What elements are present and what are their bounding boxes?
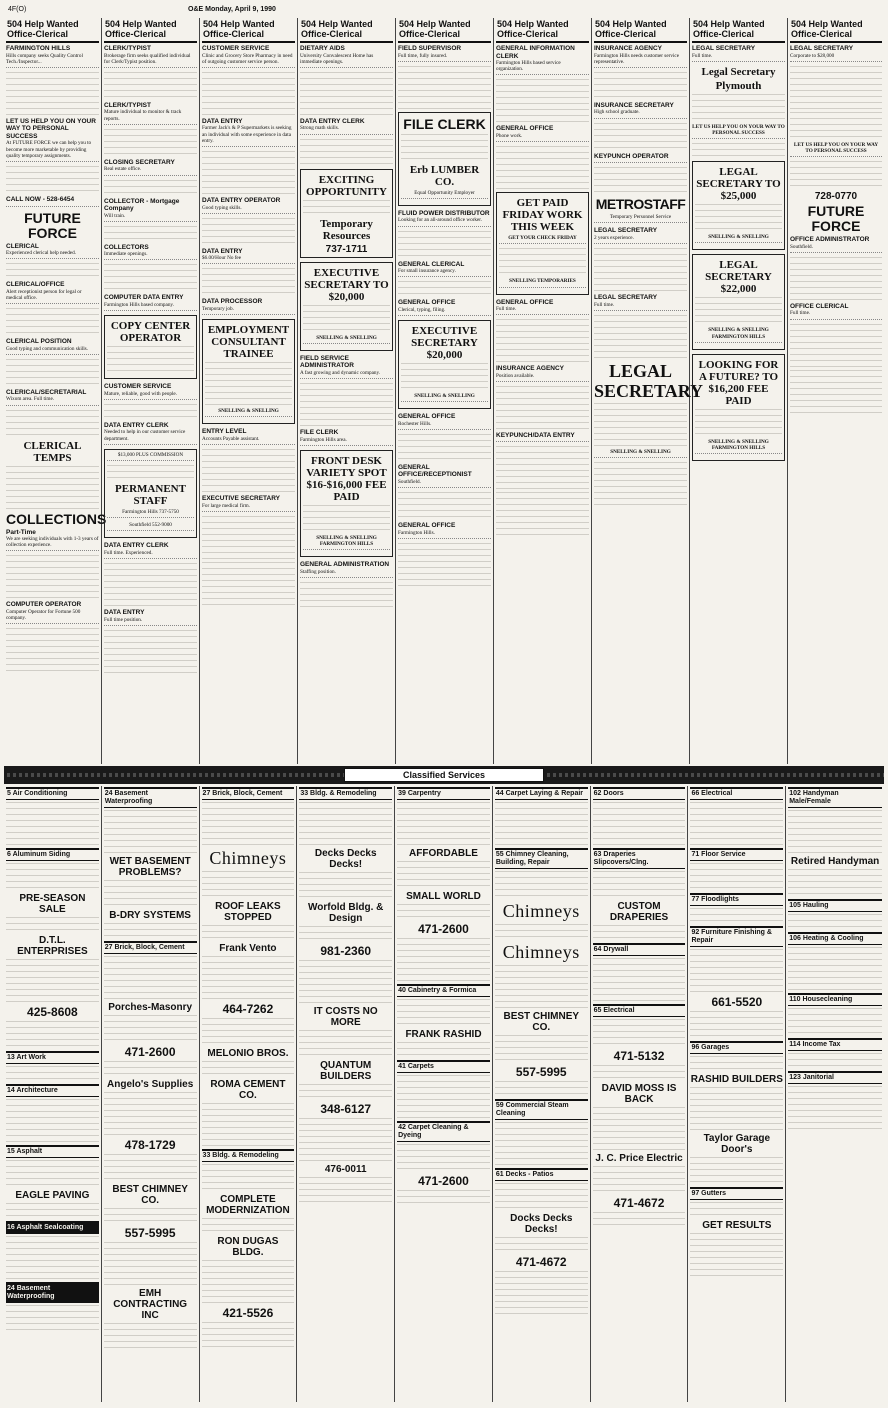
ad-body-text: [104, 1092, 197, 1136]
ad-body-text: [299, 1118, 392, 1162]
employment-consultant-ad: EMPLOYMENT CONSULTANT TRAINEE: [207, 324, 290, 361]
snelling-logo: SNELLING & SNELLING: [303, 335, 390, 344]
ad-body-text: [495, 871, 588, 899]
ad: GENERAL OFFICE/RECEPTIONIST Southfield.: [398, 464, 491, 488]
ad: FIELD SUPERVISOR Full time, fully insured.: [398, 45, 491, 62]
ad-body-text: [202, 871, 295, 899]
phone: 737-1711: [325, 243, 368, 255]
ad: Part-Time We are seeking individuals with 1-3 years of collection experience.: [6, 529, 99, 552]
snelling-logo: SNELLING & SNELLING FARMINGTON HILLS: [695, 439, 782, 454]
section-header: 65 Electrical: [593, 1004, 686, 1017]
ad-body-text: [6, 802, 99, 846]
section-header: 15 Asphalt: [6, 1145, 99, 1158]
ad-body-text: [788, 1053, 882, 1069]
ad-body-text: [202, 1322, 295, 1350]
business-name: RON DUGAS BLDG.: [217, 1236, 279, 1258]
business-name: MELONIO BROS.: [207, 1048, 289, 1059]
legal-secretary-ad: LEGAL SECRETARY $22,000: [705, 259, 772, 296]
ad: DATA ENTRY Farmer Jack's & P Supermarkets is seeking an individual with some experience in data entry.: [202, 118, 295, 147]
phone-number: 471-2600: [418, 922, 469, 936]
section-header: 63 Draperies Slipcovers/Clng.: [593, 848, 686, 869]
section-header: 55 Chimney Cleaning, Building, Repair: [495, 848, 588, 869]
ad-body-text: [788, 1086, 882, 1130]
temporary-resources-logo: Temporary Resources: [320, 217, 373, 242]
ad-body-text: [788, 914, 882, 930]
business-name: B-DRY SYSTEMS: [109, 910, 191, 921]
business-name: EAGLE PAVING: [15, 1190, 90, 1201]
ad-body-text: [104, 1154, 197, 1182]
ad-body-text: [6, 917, 99, 933]
phone-number: 661-5520: [711, 995, 763, 1009]
section-header: 40 Cabinetry & Formica: [397, 984, 490, 997]
business-name: IT COSTS NO MORE: [313, 1006, 378, 1028]
ad: DATA ENTRY $6.00/Hour No fee: [202, 248, 295, 265]
ad: GENERAL CLERICAL For small insurance agency.: [398, 261, 491, 278]
services-column-7: [591, 786, 689, 1402]
money-ad: $13,000 PLUS COMMISSION: [107, 452, 194, 461]
ad: DATA ENTRY CLERK Needed to help in our customer service department.: [104, 422, 197, 445]
legal-secretary-ad: LEGAL SECRETARY: [594, 360, 704, 401]
ad: INSURANCE AGENCY Position available.: [496, 365, 589, 382]
ad-body-text: [397, 938, 490, 982]
phone-number: 425-8608: [27, 1005, 78, 1019]
ad: LEGAL SECRETARY 2 years experience.: [594, 227, 687, 244]
section-header: 33 Bldg. & Remodeling: [299, 787, 392, 800]
column-head: 504 Help Wanted Office-Clerical: [398, 18, 491, 43]
ad-body-text: [6, 1099, 99, 1143]
ad-body-text: [104, 1015, 197, 1043]
section-header: 114 Income Tax: [788, 1038, 882, 1051]
ad: INSURANCE AGENCY Farmington Hills needs customer service representative.: [594, 45, 687, 68]
erb-lumber-logo: Erb LUMBER CO.: [409, 163, 480, 188]
section-header: 33 Bldg. & Remodeling: [202, 1149, 295, 1162]
business-name: ROOF LEAKS STOPPED: [215, 901, 281, 923]
business-name: SMALL WORLD: [406, 891, 481, 902]
section-header: 62 Doors: [593, 787, 686, 800]
ad-body-text: [299, 872, 392, 900]
ad: LEGAL SECRETARY Full time.: [692, 45, 785, 62]
ad-body-text: [299, 1177, 392, 1205]
ad: CUSTOMER SERVICE Clinic and Grocery Store Pharmacy in need of outgoing customer service person.: [202, 45, 295, 68]
business-name: Taylor Garage Door's: [703, 1133, 771, 1155]
legal-secretary-ad: Legal Secretary: [701, 65, 776, 78]
services-column-1: [4, 786, 102, 1402]
ad-body-text: [788, 810, 882, 854]
ad: GENERAL INFORMATION CLERK Farmington Hills based service organization.: [496, 45, 589, 75]
ad: EXECUTIVE SECRETARY For large medical firm.: [202, 495, 295, 512]
section-header: 39 Carpentry: [397, 787, 490, 800]
ad-body-text: [788, 869, 882, 897]
ad-body-text: [104, 1323, 197, 1351]
ad: FARMINGTON HILLS Hills company seeks Quality Control Tech./Inspector...: [6, 45, 99, 68]
section-header: 123 Janitorial: [788, 1071, 882, 1084]
ad: LET US HELP YOU ON YOUR WAY TO PERSONAL SUCCESS: [790, 142, 882, 157]
ad-body-text: [788, 1008, 882, 1036]
ad: LEGAL SECRETARY Corporate to $28,000: [790, 45, 882, 62]
ad-body-text: [202, 802, 295, 846]
ad-body-text: [690, 863, 783, 891]
ad-body-text: [690, 1087, 783, 1131]
business-name: Retired Handyman: [790, 856, 880, 867]
ad: GENERAL OFFICE Rochester Hills.: [398, 413, 491, 430]
looking-for-future-ad: LOOKING FOR A FUTURE? TO $16,200 FEE PAID: [698, 358, 779, 407]
business-name: FRANK RASHID: [405, 1029, 482, 1040]
ad: DATA ENTRY OPERATOR Good typing skills.: [202, 197, 295, 214]
ad-body-text: [202, 1260, 295, 1304]
ad: OFFICE CLERICAL Full time.: [790, 303, 882, 320]
phone-number: 348-6127: [320, 1102, 372, 1116]
ad: CLERK/TYPIST Brokerage firm seeks qualified individual for Clerk/Typist position.: [104, 45, 197, 68]
copy-center-ad: COPY CENTER OPERATOR: [110, 320, 191, 345]
column-4: [298, 18, 396, 764]
section-header: 14 Architecture: [6, 1084, 99, 1097]
column-6: [494, 18, 592, 764]
section-header: 96 Garages: [690, 1041, 783, 1054]
ad: LEGAL SECRETARY Full time.: [594, 294, 687, 311]
section-header: 13 Art Work: [6, 1051, 99, 1064]
exciting-opportunity-ad: EXCITING OPPORTUNITY: [306, 173, 387, 198]
column-3: [200, 18, 298, 764]
services-column-8: [688, 786, 786, 1402]
ad-subtitle: GET YOUR CHECK FRIDAY: [499, 235, 586, 244]
ad-body-text: [299, 1030, 392, 1058]
ad-body-text: [6, 1021, 99, 1049]
section-header: 42 Carpet Cleaning & Dyeing: [397, 1121, 490, 1142]
business-name: EMH CONTRACTING INC: [113, 1288, 188, 1321]
section-header: 16 Asphalt Sealcoating: [6, 1221, 99, 1234]
column-head: 504 Help Wanted Office-Clerical: [594, 18, 687, 43]
ad: CLERICAL/OFFICE Alert receptionist person for legal or medical office.: [6, 281, 99, 304]
business-name: DAVID MOSS IS BACK: [601, 1083, 677, 1105]
section-header: 44 Carpet Laying & Repair: [495, 787, 588, 800]
ad: FIELD SERVICE ADMINISTRATOR A fast growing and dynamic company.: [300, 355, 393, 379]
help-wanted-section: [4, 18, 884, 764]
ad-body-text: [202, 1164, 295, 1192]
phone-number: 471-2600: [418, 1174, 469, 1188]
phone-number: 557-5995: [515, 1065, 567, 1079]
ad-body-text: [495, 1271, 588, 1315]
ad-body-text: [6, 1203, 99, 1219]
ad-body-text: [397, 1190, 490, 1206]
get-paid-friday-ad: GET PAID FRIDAY WORK THIS WEEK: [502, 197, 583, 234]
column-7: [592, 18, 704, 764]
ad-body-text: [202, 956, 295, 1000]
section-header: 110 Housecleaning: [788, 993, 882, 1006]
ad-body-text: [104, 1061, 197, 1077]
ad-body-text: [495, 1035, 588, 1063]
collections-ad: COLLECTIONS: [6, 510, 107, 527]
ad: CLERICAL Experienced clerical help needed.: [6, 243, 99, 260]
section-header: 6 Aluminum Siding: [6, 848, 99, 861]
section-header: 61 Decks - Patios: [495, 1168, 588, 1181]
column-head: 504 Help Wanted Office-Clerical: [496, 18, 589, 43]
column-2: [102, 18, 200, 764]
section-header: 71 Floor Service: [690, 848, 783, 861]
ad-body-text: [593, 871, 686, 899]
ad: DATA ENTRY Full time position.: [104, 609, 197, 626]
ad: GENERAL ADMINISTRATION Staffing position.: [300, 561, 393, 578]
snelling-logo: SNELLING & SNELLING: [594, 449, 687, 458]
business-name: COMPLETE MODERNIZATION: [206, 1194, 290, 1216]
phone-number: 557-5995: [124, 1226, 176, 1240]
section-header: 77 Floodlights: [690, 893, 783, 906]
ad-body-text: [299, 926, 392, 942]
ad: COMPUTER DATA ENTRY Farmington Hills based company.: [104, 294, 197, 311]
column-8: [690, 18, 788, 764]
ad: COLLECTOR - Mortgage Company Will train.: [104, 198, 197, 222]
business-name: BEST CHIMNEY CO.: [503, 1011, 580, 1033]
ad-body-text: [6, 959, 99, 1003]
ad-body-text: [788, 947, 882, 991]
ad-body-text: [104, 1242, 197, 1286]
phone: Southfield 552-9000: [107, 522, 194, 531]
ad: GENERAL OFFICE Clerical, typing, filing.: [398, 299, 491, 316]
ad-body-text: [495, 1081, 588, 1097]
ad-body-text: [690, 802, 783, 846]
column-head: 504 Help Wanted Office-Clerical: [104, 18, 197, 43]
section-header: 66 Electrical: [690, 787, 783, 800]
ad-body-text: [495, 965, 588, 1009]
clerical-temps-ad: CLERICAL TEMPS: [23, 439, 82, 464]
ad-body-text: [202, 925, 295, 941]
ad-body-text: [690, 1233, 783, 1277]
ad-body-text: [6, 1066, 99, 1082]
ad: CLERICAL/SECRETARIAL Wixom area. Full time.: [6, 389, 99, 406]
ad-body-text: [690, 1157, 783, 1185]
ad-body-text: [104, 880, 197, 908]
ad: COLLECTORS Immediate openings.: [104, 244, 197, 261]
ad-body-text: [397, 1042, 490, 1058]
ad-body-text: [690, 1202, 783, 1218]
business-name: Docks Decks Decks!: [510, 1213, 573, 1235]
business-name: 476-0011: [324, 1164, 367, 1175]
phone-number: 471-4672: [515, 1255, 567, 1269]
business-name: J. C. Price Electric: [595, 1153, 683, 1164]
ad-body-text: [495, 1237, 588, 1253]
legal-secretary-ad: LEGAL SECRETARY TO $25,000: [696, 166, 781, 203]
ad-body-text: [593, 958, 686, 1002]
ad: CUSTOMER SERVICE Mature, reliable, good with people.: [104, 383, 197, 400]
ad-body-text: [202, 1103, 295, 1147]
ad-body-text: [299, 1084, 392, 1100]
ad-body-text: [690, 908, 783, 924]
ad-body-text: [593, 1212, 686, 1228]
column-head: 504 Help Wanted Office-Clerical: [692, 18, 785, 43]
executive-secretary-ad: EXECUTIVE SECRETARY TO $20,000: [304, 266, 389, 303]
ad-body-text: [397, 904, 490, 920]
ad-body-text: [593, 1019, 686, 1047]
services-column-2: [102, 786, 200, 1402]
section-header: 59 Commercial Steam Cleaning: [495, 1099, 588, 1120]
chimneys-ad: Chimneys: [502, 901, 580, 921]
ad-body-text: [690, 1011, 783, 1039]
section-header: 64 Drywall: [593, 943, 686, 956]
ad-body-text: [495, 1122, 588, 1166]
metrostaff-logo: METROSTAFF: [595, 196, 686, 213]
ad: GENERAL OFFICE Phone work.: [496, 125, 589, 142]
ad: CLOSING SECRETARY Real estate office.: [104, 159, 197, 176]
column-9: [788, 18, 884, 764]
business-name: D.T.L. ENTERPRISES: [17, 935, 88, 957]
ad: DATA ENTRY CLERK Full time. Experienced.: [104, 542, 197, 559]
business-name: PRE-SEASON SALE: [19, 893, 86, 915]
section-header: 105 Hauling: [788, 899, 882, 912]
section-header: 27 Brick, Block, Cement: [104, 941, 197, 954]
plymouth-label: Plymouth: [715, 79, 762, 92]
chimneys-ad: Chimneys: [502, 942, 580, 962]
column-head: 504 Help Wanted Office-Clerical: [790, 18, 882, 43]
ad: CLERK/TYPIST Mature individual to monitor & track reports.: [104, 102, 197, 125]
services-column-4: [297, 786, 395, 1402]
ad-body-text: [397, 861, 490, 889]
column-head: 504 Help Wanted Office-Clerical: [300, 18, 393, 43]
ad-body-text: [299, 960, 392, 1004]
snelling-logo: SNELLING & SNELLING: [205, 408, 292, 417]
page-number: 4F(O): [8, 6, 27, 13]
ad: LET US HELP YOU ON YOUR WAY TO PERSONAL SUCCESS At FUTURE FORCE we can help you to become more marketable by providing quality temporary assignments.: [6, 118, 99, 162]
column-1: [4, 18, 107, 764]
ad-body-text: [202, 1061, 295, 1077]
executive-secretary-ad: EXECUTIVE SECRETARY $20,000: [411, 325, 478, 362]
ad-body-text: [397, 802, 490, 846]
ad: OFFICE ADMINISTRATOR Southfield.: [790, 236, 882, 253]
ad: ENTRY LEVEL Accounts Payable assistant.: [202, 428, 295, 445]
ad: GENERAL OFFICE Farmington Hills.: [398, 522, 491, 539]
ad-body-text: [202, 1018, 295, 1046]
metrostaff-subtitle: Temporary Personnel Service: [594, 214, 687, 223]
phone-number: 421-5526: [222, 1306, 274, 1320]
business-name: GET RESULTS: [702, 1220, 772, 1231]
phone-number: 471-2600: [124, 1045, 176, 1059]
phone: Farmington Hills 737-5750: [107, 509, 194, 518]
future-force-logo: FUTURE FORCE: [807, 203, 865, 235]
ad: KEYPUNCH/DATA ENTRY: [496, 432, 589, 443]
section-header: 102 Handyman Male/Female: [788, 787, 882, 808]
ad-body-text: [6, 1305, 99, 1333]
eoe-note: Equal Opportunity Employer: [401, 190, 488, 199]
section-header: 24 Basement Waterproofing: [6, 1282, 99, 1303]
ad-body-text: [495, 1183, 588, 1211]
ad-body-text: [397, 1075, 490, 1119]
ad-body-text: [593, 1107, 686, 1151]
ad-body-text: [495, 802, 588, 846]
classified-services-banner: [4, 766, 884, 784]
services-column-5: [395, 786, 493, 1402]
banner-label: Classified Services: [344, 768, 544, 782]
chimneys-ad: Chimneys: [209, 848, 287, 868]
ad-body-text: [6, 1160, 99, 1188]
business-name: Decks Decks Decks!: [314, 848, 377, 870]
business-name: Angelo's Supplies: [107, 1079, 194, 1090]
ad-body-text: [593, 1166, 686, 1194]
section-header: 92 Furniture Finishing & Repair: [690, 926, 783, 947]
ad-body-text: [6, 1236, 99, 1280]
ad: CLERICAL POSITION Good typing and communication skills.: [6, 338, 99, 355]
business-name: CUSTOM DRAPERIES: [609, 901, 669, 923]
ad-body-text: [593, 925, 686, 941]
snelling-logo: SNELLING TEMPORARIES: [499, 278, 586, 287]
snelling-logo: SNELLING & SNELLING FARMINGTON HILLS: [303, 535, 390, 550]
ad: CALL NOW - 528-6454: [6, 196, 99, 207]
business-name: RASHID BUILDERS: [690, 1074, 783, 1085]
services-column-3: [200, 786, 298, 1402]
ad-body-text: [397, 999, 490, 1027]
front-desk-ad: FRONT DESK VARIETY SPOT $16-$16,000 FEE PAID: [306, 454, 387, 503]
snelling-logo: SNELLING & SNELLING FARMINGTON HILLS: [695, 327, 782, 342]
future-force-logo: FUTURE FORCE: [24, 209, 81, 241]
ad-body-text: [495, 924, 588, 940]
permanent-staff-logo: PERMANENT STAFF: [115, 482, 186, 507]
ad-body-text: [299, 802, 392, 846]
ad-body-text: [690, 1056, 783, 1072]
ad-body-text: [202, 1218, 295, 1234]
ad-body-text: [104, 956, 197, 1000]
business-name: ROMA CEMENT CO.: [210, 1079, 286, 1101]
ad: DATA ENTRY CLERK Strong math skills.: [300, 118, 393, 135]
services-column-9: [786, 786, 884, 1402]
ad-body-text: [593, 1065, 686, 1081]
section-header: 106 Heating & Cooling: [788, 932, 882, 945]
ad: GENERAL OFFICE Full time.: [496, 299, 589, 316]
ad: DIETARY AIDS University Convalescent Home has immediate openings.: [300, 45, 393, 68]
ad: FILE CLERK Farmington Hills area.: [300, 429, 393, 446]
ad: LET US HELP YOU ON YOUR WAY TO PERSONAL SUCCESS: [692, 124, 785, 139]
phone-number: 471-4672: [613, 1196, 665, 1210]
business-name: AFFORDABLE: [409, 848, 478, 859]
ad: INSURANCE SECRETARY High school graduate.: [594, 102, 687, 119]
ad: COMPUTER OPERATOR Computer Operator for Fortune 500 company.: [6, 601, 99, 624]
section-header: 24 Basement Waterproofing: [104, 787, 197, 808]
phone-number: 471-5132: [613, 1049, 665, 1063]
page-title: O&E Monday, April 9, 1990: [188, 6, 276, 13]
business-name: Worfold Bldg. & Design: [308, 902, 384, 924]
column-5: [396, 18, 494, 764]
column-head: 504 Help Wanted Office-Clerical: [202, 18, 295, 43]
phone-number: 981-2360: [320, 944, 372, 958]
services-column-6: [493, 786, 591, 1402]
file-clerk-ad: FILE CLERK: [403, 115, 486, 132]
column-head: 504 Help Wanted Office-Clerical: [6, 18, 99, 43]
snelling-logo: SNELLING & SNELLING: [401, 393, 488, 402]
ad-body-text: [104, 810, 197, 854]
business-name: BEST CHIMNEY CO.: [112, 1184, 188, 1206]
ad: DATA PROCESSOR Temporary job.: [202, 298, 295, 315]
ad-body-text: [690, 949, 783, 993]
ad-body-text: [593, 802, 686, 846]
section-header: 27 Brick, Block, Cement: [202, 787, 295, 800]
ad-body-text: [397, 1144, 490, 1172]
classified-services-section: [4, 786, 884, 1402]
business-name: QUANTUM BUILDERS: [320, 1060, 372, 1082]
ad-body-text: [104, 1208, 197, 1224]
phone: 728-0770: [814, 191, 858, 203]
section-header: 41 Carpets: [397, 1060, 490, 1073]
business-name: Frank Vento: [219, 943, 277, 954]
section-header: 97 Gutters: [690, 1187, 783, 1200]
ad-body-text: [104, 923, 197, 939]
business-name: Porches-Masonry: [108, 1002, 193, 1013]
phone-number: 464-7262: [222, 1002, 274, 1016]
ad: FLUID POWER DISTRIBUTOR Looking for an all-around office worker.: [398, 210, 491, 227]
page-header: [8, 6, 880, 18]
snelling-logo: SNELLING & SNELLING: [695, 234, 782, 243]
section-header: 5 Air Conditioning: [6, 787, 99, 800]
business-name: WET BASEMENT PROBLEMS?: [109, 856, 191, 878]
ad: KEYPUNCH OPERATOR: [594, 153, 687, 164]
phone-number: 478-1729: [124, 1138, 176, 1152]
ad-body-text: [6, 863, 99, 891]
